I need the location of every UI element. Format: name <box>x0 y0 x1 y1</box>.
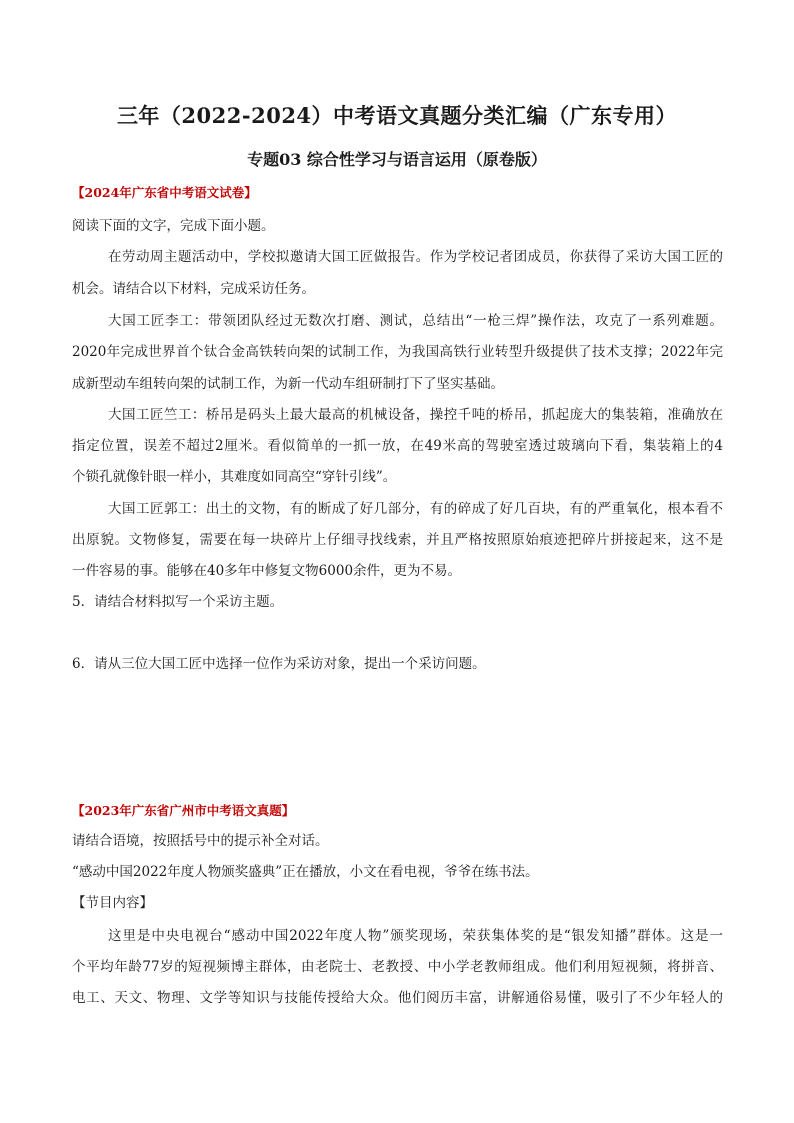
program-content-line: 这里是中央电视台“感动中国2022年度人物”颁奖现场，荣获集体奖的是“银发知播”群体。这是一 <box>108 928 723 944</box>
program-heading: 【节目内容】 <box>72 895 153 911</box>
craftsman-guo-line: 大国工匠郭工：出土的文物，有的断成了好几部分，有的碎成了好几百块，有的严重氧化，根本看不 <box>108 501 723 517</box>
paragraph-context-line: 在劳动周主题活动中，学校拟邀请大国工匠做报告。作为学校记者团成员，你获得了采访大国工匠的 <box>108 249 723 265</box>
reading-instruction: 阅读下面的文字，完成下面小题。 <box>72 218 275 234</box>
question-6: 6．请从三位大国工匠中选择一位作为采访对象，提出一个采访问题。 <box>72 656 486 672</box>
question-5: 5．请结合材料拟写一个采访主题。 <box>72 594 284 610</box>
page-subtitle: 专题03 综合性学习与语言运用（原卷版） <box>247 150 547 169</box>
dialogue-context: “感动中国2022年度人物颁奖盛典”正在播放，小文在看电视，爷爷在练书法。 <box>72 864 539 880</box>
craftsman-li-line: 成新型动车组转向架的试制工作，为新一代动车组研制打下了坚实基础。 <box>72 376 504 392</box>
craftsman-zhu-line: 指定位置，误差不超过2厘米。看似简单的一抓一放，在49米高的驾驶室透过玻璃向下看，集装箱上的4 <box>72 438 723 454</box>
paragraph-context-line: 机会。请结合以下材料，完成采访任务。 <box>72 281 315 297</box>
craftsman-li-line: 2020年完成世界首个钛合金高铁转向架的试制工作，为我国高铁行业转型升级提供了技术支撑；2022年完 <box>72 344 723 360</box>
page-title: 三年（2022-2024）中考语文真题分类汇编（广东专用） <box>116 103 678 128</box>
craftsman-zhu-line: 个锁孔就像针眼一样小，其难度如同高空“穿针引线”。 <box>72 469 397 485</box>
program-content-line: 个平均年龄77岁的短视频博主群体，由老院士、老教授、中小学老教师组成。他们利用短视频，将拼音、 <box>72 959 723 975</box>
craftsman-li-line: 大国工匠李工：带领团队经过无数次打磨、测试，总结出“一枪三焊”操作法，攻克了一系列难题。 <box>108 313 723 329</box>
dialogue-instruction: 请结合语境，按照括号中的提示补全对话。 <box>72 833 329 849</box>
exam-source-2023: 【2023年广东省广州市中考语文真题】 <box>72 803 295 818</box>
craftsman-guo-line: 一件容易的事。能够在40多年中修复文物6000余件，更为不易。 <box>72 563 462 579</box>
craftsman-zhu-line: 大国工匠竺工：桥吊是码头上最大最高的机械设备，操控千吨的桥吊，抓起庞大的集装箱，准确放在 <box>108 407 723 423</box>
craftsman-guo-line: 出原貌。文物修复，需要在每一块碎片上仔细寻找线索，并且严格按照原始痕迹把碎片拼接起来，这不是 <box>72 532 723 548</box>
program-content-line: 电工、天文、物理、文学等知识与技能传授给大众。他们阅历丰富，讲解通俗易懂，吸引了不少年轻人的 <box>72 990 723 1006</box>
exam-source-2024: 【2024年广东省中考语文试卷】 <box>72 185 257 200</box>
